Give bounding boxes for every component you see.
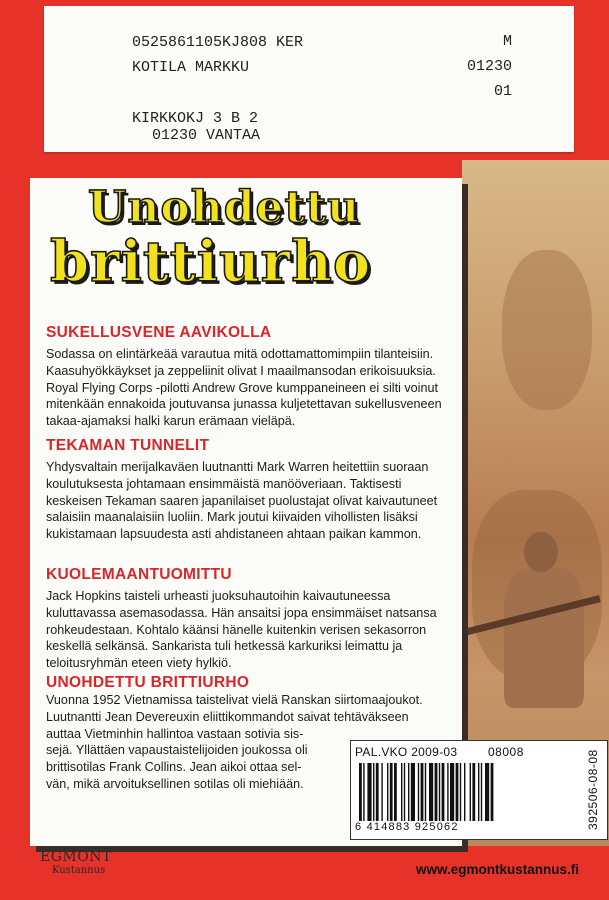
barcode-bar [470, 763, 471, 821]
story-text-4-line: vän, mikä arvoituksellinen sotilas oli miehiään. [46, 776, 304, 791]
barcode-bar [460, 763, 461, 821]
library-code-number: 01230 [466, 58, 512, 75]
library-label-line3: KIRKKOKJ 3 B 2 [132, 110, 259, 127]
soldier-head [524, 532, 558, 572]
title-line-2: brittiurho [50, 229, 372, 295]
story-text-4-line: Vuonna 1952 Vietnamissa taistelivat vielä Ranskan siirtomaajoukot. [46, 693, 423, 707]
barcode-top-code: 08008 [488, 745, 524, 759]
story-heading-4: UNOHDETTU BRITTIURHO [46, 674, 250, 691]
barcode-box [350, 740, 608, 840]
title-line-1: Unohdettu [88, 182, 361, 233]
story-text-4-line: brittisotilas Frank Collins. Jean aikoi ottaa sel- [46, 760, 302, 775]
library-label-line4: 01230 VANTAA [152, 127, 261, 144]
publisher-name: EGMONT [40, 849, 112, 865]
book-title [50, 182, 372, 295]
barcode-bar [425, 763, 426, 821]
barcode-bars [359, 763, 567, 821]
barcode-bar [485, 763, 489, 821]
barcode-bar [367, 763, 371, 821]
barcode-bar [435, 763, 438, 821]
barcode-digits: 6 414883 925062 [355, 821, 459, 833]
barcode-bar [373, 763, 374, 821]
library-label [44, 6, 574, 152]
barcode-bar [450, 763, 454, 821]
barcode-bar [359, 763, 362, 821]
barcode-bar [439, 763, 440, 821]
story-text-1: Sodassa on elintärkeää varautua mitä odottamattomimpiin tilanteisiin. Kaasuhyökkäykset ja zeppeliinit olivat I maailmansodan erikoisuuksia. Royal Flying Corps -pilotti Andrew Grove kumppaneineen ei silti voinut mitenkään ennakoida joutuvansa junassa kuljetettavan sukellusveneen takaa-ajamaksi halki karun erämaan vieläpä. [46, 347, 442, 429]
story-heading-3: KUOLEMAANTUOMITTU [46, 566, 232, 583]
barcode-bar [472, 763, 475, 821]
barcode-bar [429, 763, 433, 821]
barcode-bar [478, 763, 479, 821]
barcode-bar [401, 763, 402, 821]
publisher-logo [40, 849, 112, 876]
barcode-bar [376, 763, 379, 821]
library-label-line1: 0525861105KJ808 KER [132, 34, 304, 51]
barcode-bar [491, 763, 494, 821]
barcode-bar [411, 763, 415, 821]
barcode-bar [363, 763, 364, 821]
story-text-4-line: auttaa Vietminhin hallintoa vastaan sotivia sis- [46, 726, 304, 741]
barcode-bar [381, 763, 382, 821]
barcode-bar [390, 763, 393, 821]
story-heading-1: SUKELLUSVENE AAVIKOLLA [46, 324, 272, 341]
barcode-bar [404, 763, 405, 821]
vertical-product-code: 392506-08-08 [586, 749, 600, 831]
library-code-01: 01 [493, 83, 512, 100]
barcode-bar [408, 763, 409, 821]
barcode-bar [447, 763, 448, 821]
pal-vko-label: PAL.VKO 2009-03 [355, 745, 458, 759]
barcode-bar [442, 763, 445, 821]
barcode-bar [456, 763, 459, 821]
library-code-m: M [502, 33, 512, 50]
barcode-bar [481, 763, 482, 821]
barcode-bar [394, 763, 397, 821]
barcode-bar [418, 763, 419, 821]
library-label-line2: KOTILA MARKKU [132, 59, 250, 76]
story-text-4-line: sejä. Yllättäen vapaustaistelijoiden joukossa oli [46, 743, 308, 758]
illustration-smoke [502, 250, 592, 410]
soldier-figure [504, 568, 584, 708]
publisher-subtitle: Kustannus [52, 865, 106, 876]
publisher-website[interactable]: www.egmontkustannus.fi [415, 862, 579, 877]
story-text-2: Yhdysvaltain merijalkaväen luutnantti Mark Warren heitettiin suoraan koulutuksesta johtamaan ensimmäistä manööveriaan. Taktisesti keskeisen Tekaman saaren japanilaiset puolustajat olivat kaivautuneet salaisiin maanalaisiin luoliin. Mark joutui kiivaiden vihollisten lisäksi kukistamaan lapsuudesta asti ahdistaneen ahtaan paikan kammon. [46, 460, 438, 542]
story-text-3: Jack Hopkins taisteli urheasti juoksuhautoihin kaivautuneessa kuluttavassa asemasodassa. Hän ansaitsi jopa ensimmäiset natsansa rohkeudestaan. Kohtalo käänsi hänelle kuitenkin verisen sekasorron keskellä selkänsä. Sankarista tuli hetkessä karkuriksi leimattu ja teloitusryhmän eteen viety hylkiö. [46, 589, 437, 671]
barcode-bar [464, 763, 465, 821]
story-heading-2: TEKAMAN TUNNELIT [46, 437, 210, 454]
story-text-4-line: Luutnantti Jean Devereuxin eliittikommandot saivat tehtäväkseen [46, 709, 409, 724]
barcode-bar [387, 763, 388, 821]
barcode-bar [421, 763, 424, 821]
